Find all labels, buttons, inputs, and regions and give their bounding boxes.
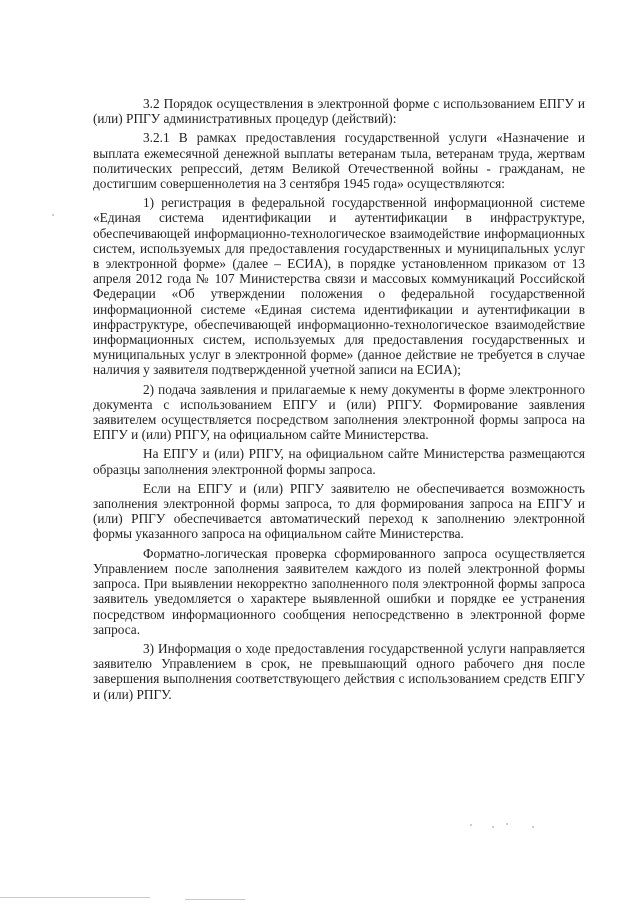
paragraph-redirect: Если на ЕПГУ и (или) РПГУ заявителю не обеспечивается возможность заполнения электронной формы запроса, то для формирования запроса на ЕПГУ и (или) РПГУ обеспечивается автоматический переход к заполнению электронной формы указанного запроса на официальном сайте Министерства.	[93, 480, 585, 542]
scan-edge-line	[185, 899, 245, 900]
scan-speck	[492, 826, 494, 828]
scan-speck	[52, 214, 54, 216]
scan-speck	[532, 826, 534, 828]
paragraph-item-2: 2) подача заявления и прилагаемые к нему документы в форме электронного документа с использованием ЕПГУ и (или) РПГУ. Формирование заявления заявителем осуществляется посредством заполнения электронной формы запроса на ЕПГУ и (или) РПГУ, на официальном сайте Министерства.	[93, 381, 585, 443]
section-header: 3.2 Порядок осуществления в электронной форме с использованием ЕПГУ и (или) РПГУ административных процедур (действий):	[93, 96, 585, 127]
paragraph-item-1: 1) регистрация в федеральной государственной информационной системе «Единая система идентификации и аутентификации в инфраструктуре, обеспечивающей информационно-технологическое взаимодействие информационных систем, используемых для предоставления государственных и муниципальных услуг в электронной форме» (далее – ЕСИА), в порядке установленном приказом от 13 апреля 2012 года № 107 Министерства связи и массовых коммуникаций Российской Федерации «Об утверждении положения о федеральной государственной информационной системе «Единая система идентификации и аутентификации в инфраструктуре, обеспечивающей информационно-технологическое взаимодействие информационных систем, используемых для предоставления государственных и муниципальных услуг в электронной форме» (данное действие не требуется в случае наличия у заявителя подтвержденной учетной записи на ЕСИА);	[93, 195, 585, 378]
scan-speck	[470, 824, 472, 826]
document-body	[93, 96, 585, 706]
paragraph-format-check: Форматно-логическая проверка сформированного запроса осуществляется Управлением после заполнения заявителем каждого из полей электронной формы запроса. При выявлении некорректно заполненного поля электронной формы запроса заявитель уведомляется о характере выявленной ошибки и порядке ее устранения посредством информационного сообщения непосредственно в электронной форме запроса.	[93, 545, 585, 637]
paragraph-item-3: 3) Информация о ходе предоставления государственной услуги направляется заявителю Управлением в срок, не превышающий одного рабочего дня после завершения выполнения соответствующего действия с использованием средств ЕПГУ и (или) РПГУ.	[93, 640, 585, 702]
scan-edge-line	[0, 897, 150, 898]
scan-speck	[506, 823, 508, 825]
paragraph-3-2-1: 3.2.1 В рамках предоставления государственной услуги «Назначение и выплата ежемесячной денежной выплаты ветеранам тыла, ветеранам труда, жертвам политических репрессий, детям Великой Отечественной войны - гражданам, не достигшим совершеннолетия на 3 сентября 1945 года» осуществляются:	[93, 130, 585, 192]
paragraph-samples: На ЕПГУ и (или) РПГУ, на официальном сайте Министерства размещаются образцы заполнения электронной формы запроса.	[93, 446, 585, 477]
